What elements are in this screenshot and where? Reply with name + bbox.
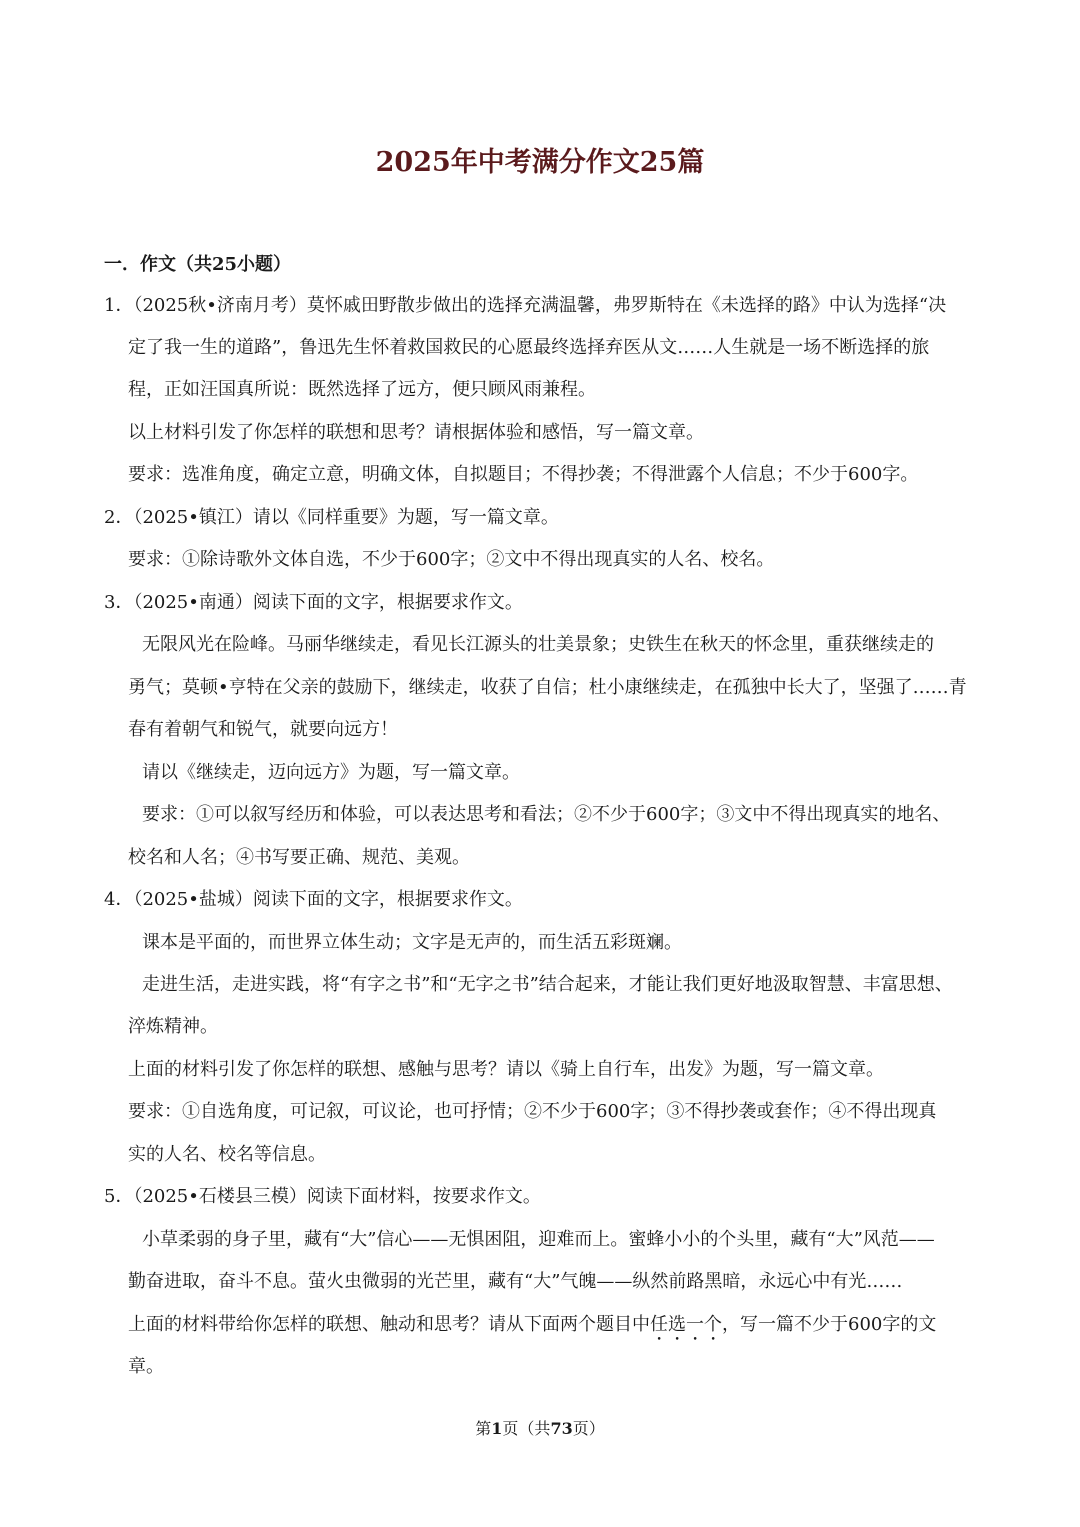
text-line: 要求：选准角度，确定立意，明确文体，自拟题目；不得抄袭；不得泄露个人信息；不少于600字。 xyxy=(128,464,919,485)
text-line: 5．（2025•石楼县三模）阅读下面材料，按要求作文。 xyxy=(104,1186,541,1207)
footer-prefix: 第 xyxy=(475,1419,492,1438)
text-line: 无限风光在险峰。马丽华继续走，看见长江源头的壮美景象；史铁生在秋天的怀念里，重获继续走的 xyxy=(142,634,934,655)
text-line: 请以《继续走，迈向远方》为题，写一篇文章。 xyxy=(142,762,520,783)
text-line: 上面的材料引发了你怎样的联想、感触与思考？请以《骑上自行车，出发》为题，写一篇文章。 xyxy=(128,1059,884,1080)
text-line: 要求：①除诗歌外文体自选，不少于600字；②文中不得出现真实的人名、校名。 xyxy=(128,549,775,570)
text-line: 课本是平面的，而世界立体生动；文字是无声的，而生活五彩斑斓。 xyxy=(142,932,682,953)
text-line xyxy=(128,1314,936,1345)
text-line: 以上材料引发了你怎样的联想和思考？请根据体验和感悟，写一篇文章。 xyxy=(128,422,704,443)
text-line: 1．（2025秋•济南月考）莫怀戚田野散步做出的选择充满温馨，弗罗斯特在《未选择的路》中认为选择“决 xyxy=(104,295,947,316)
footer-middle: 页（共 xyxy=(502,1419,551,1438)
text-line: 走进生活，走进实践，将“有字之书”和“无字之书”结合起来，才能让我们更好地汲取智慧、丰富思想、 xyxy=(142,974,953,995)
emphasized-text: 任选一个 xyxy=(650,1314,722,1335)
text-line: 实的人名、校名等信息。 xyxy=(128,1144,326,1165)
page-number: 1 xyxy=(491,1419,503,1438)
text-line: 要求：①自选角度，可记叙，可议论，也可抒情；②不少于600字；③不得抄袭或套作；④不得出现真 xyxy=(128,1101,937,1122)
text-span: ，写一篇不少于600字的文 xyxy=(722,1314,937,1335)
footer-suffix: 页） xyxy=(572,1419,605,1438)
text-line: 要求：①可以叙写经历和体验，可以表达思考和看法；②不少于600字；③文中不得出现真实的地名、 xyxy=(142,804,951,825)
text-line: 小草柔弱的身子里，藏有“大”信心——无惧困阻，迎难而上。蜜蜂小小的个头里，藏有“大”风范—— xyxy=(142,1229,935,1250)
text-line: 程，正如汪国真所说：既然选择了远方，便只顾风雨兼程。 xyxy=(128,379,596,400)
text-line: 定了我一生的道路”，鲁迅先生怀着救国救民的心愿最终选择弃医从文……人生就是一场不断选择的旅 xyxy=(128,337,930,358)
section-heading: 一．作文（共25小题） xyxy=(104,254,292,275)
text-line: 3．（2025•南通）阅读下面的文字，根据要求作文。 xyxy=(104,592,523,613)
text-line: 4．（2025•盐城）阅读下面的文字，根据要求作文。 xyxy=(104,889,523,910)
text-line: 淬炼精神。 xyxy=(128,1016,218,1037)
text-line: 2．（2025•镇江）请以《同样重要》为题，写一篇文章。 xyxy=(104,507,559,528)
page-footer xyxy=(0,1416,1080,1439)
text-line: 春有着朝气和锐气，就要向远方！ xyxy=(128,719,398,740)
text-line: 校名和人名；④书写要正确、规范、美观。 xyxy=(128,847,470,868)
text-span: 上面的材料带给你怎样的联想、触动和思考？请从下面两个题目中 xyxy=(128,1314,650,1335)
page-total: 73 xyxy=(550,1419,573,1438)
text-line: 章。 xyxy=(128,1356,164,1377)
text-line: 勇气；莫顿•亨特在父亲的鼓励下，继续走，收获了自信；杜小康继续走，在孤独中长大了，坚强了……青 xyxy=(128,677,967,698)
text-line: 勤奋进取，奋斗不息。萤火虫微弱的光芒里，藏有“大”气魄——纵然前路黑暗，永远心中有光…… xyxy=(128,1271,903,1292)
document-title: 2025年中考满分作文25篇 xyxy=(375,147,705,178)
